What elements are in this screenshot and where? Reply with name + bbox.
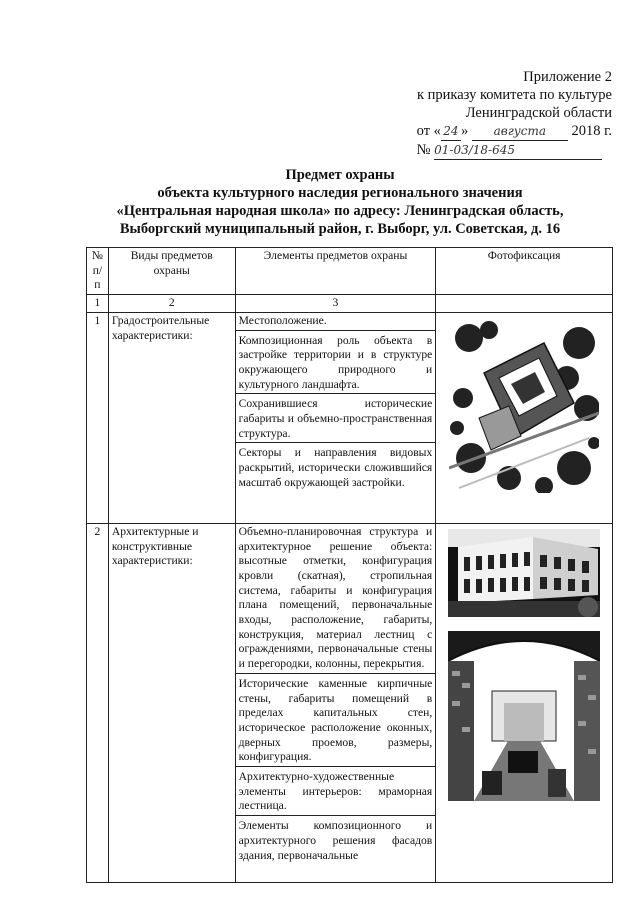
number-value: 01-03/18-645 [434, 141, 602, 160]
order-date-line [417, 122, 612, 141]
date-mid: » [460, 123, 469, 139]
element-item: Объемно-планировочная структура и архитектурное решение объекта: высотные отметки, конфигурация кровли (скатная), стропильная система, габариты и конфигурация плана помещений, первоначальные входы, расположение, габариты, конструкция, материал лестниц с ограждениями, первоначальные стены и перегородки, колонны, перекрытия. [236, 524, 436, 674]
element-item: Архитектурно-художественные элементы интерьеров: мраморная лестница. [236, 769, 436, 816]
element-item: Секторы и направления видовых раскрытий, исторически сложившийся масштаб окружающей застройки. [238, 446, 433, 489]
table-row [87, 312, 613, 523]
row-kind: Градостроительные характеристики: [108, 312, 235, 523]
date-prefix: от « [416, 123, 441, 139]
row-num: 2 [87, 523, 109, 882]
element-item: Местоположение. [236, 313, 436, 331]
header-elements: Элементы предметов охраны [235, 248, 436, 295]
table-index-row [87, 295, 613, 313]
aerial-photo [449, 318, 599, 493]
title-line: Выборгский муниципальный район, г. Выборг, ул. Советская, д. 16 [119, 221, 561, 237]
protection-table [86, 247, 613, 883]
row-num: 1 [87, 312, 109, 523]
index-cell: 2 [108, 295, 235, 313]
appendix-line: Приложение 2 [523, 69, 612, 85]
index-cell: 1 [87, 295, 109, 313]
appendix-block [417, 68, 612, 160]
facade-photo [448, 529, 600, 617]
date-month: августа [472, 122, 568, 141]
date-year: 2018 г. [571, 123, 612, 139]
element-item: Элементы композиционного и архитектурного решения фасадов здания, первоначальные [238, 819, 433, 862]
date-day: 24 [441, 122, 461, 141]
header-num: № п/п [87, 248, 109, 295]
title-line: Предмет охраны [285, 167, 395, 183]
document-title [60, 166, 620, 238]
title-line: «Центральная народная школа» по адресу: Ленинградская область, [116, 203, 564, 219]
element-item: Композиционная роль объекта в застройке территории и в структуре окружающего природного и культурного ландшафта. [236, 333, 436, 395]
header-photo: Фотофиксация [436, 248, 613, 295]
number-prefix: № [416, 142, 431, 158]
appendix-line: к приказу комитета по культуре [416, 87, 612, 103]
photo-cell [436, 523, 613, 882]
row-kind: Архитектурные и конструктивные характеристики: [108, 523, 235, 882]
header-kind: Виды предметов охраны [108, 248, 235, 295]
element-item: Исторические каменные кирпичные стены, габариты помещений в пределах капитальных стен, историческое расположение оконных, дверных проемов, размеры, конфигурация. [236, 676, 436, 767]
order-number-line [417, 141, 612, 160]
row-elements [235, 312, 436, 523]
row-elements [235, 523, 436, 882]
index-cell: 3 [235, 295, 436, 313]
table-header-row [87, 248, 613, 295]
interior-photo [448, 631, 600, 801]
element-item: Сохранившиеся исторические габариты и объемно-пространственная структура. [236, 396, 436, 443]
photo-cell [436, 312, 613, 523]
index-cell [436, 295, 613, 313]
title-line: объекта культурного наследия регионального значения [157, 185, 523, 201]
appendix-line: Ленинградской области [465, 105, 612, 121]
table-row [87, 523, 613, 882]
